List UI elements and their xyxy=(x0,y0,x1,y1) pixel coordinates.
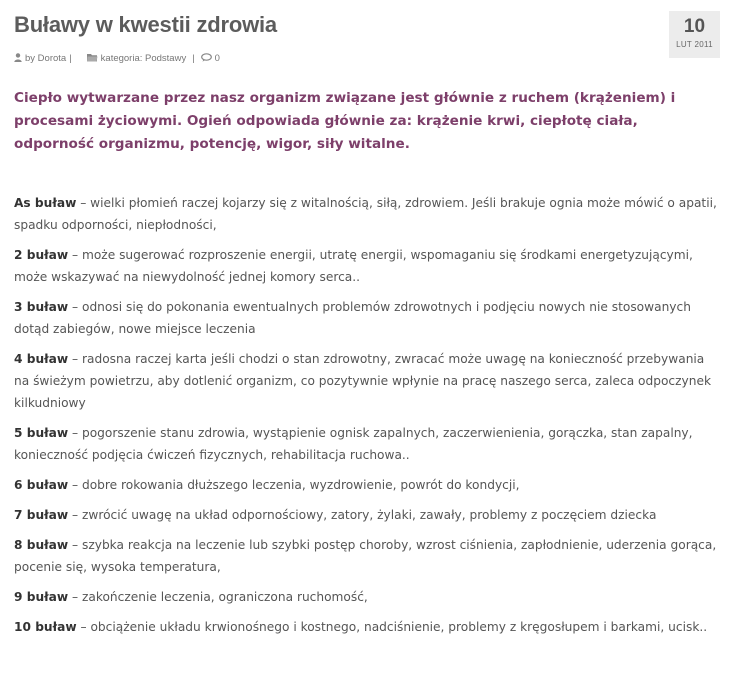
date-month: LUT 2011 xyxy=(676,40,713,49)
list-item xyxy=(14,616,720,638)
author-link[interactable]: by Dorota xyxy=(25,53,67,64)
card-name: 2 buław xyxy=(14,248,69,262)
card-name: 6 buław xyxy=(14,478,69,492)
card-description: – radosna raczej karta jeśli chodzi o stan zdrowotny, zwracać może uwagę na konieczność przebywania na świeżym powietrzu, aby dotlenić organizm, co pozytywnie wpłynie na pracę naszego serca, zaleca odpoczynek kilkudniowy xyxy=(14,352,712,410)
comments-count[interactable]: 0 xyxy=(214,53,220,64)
card-name: 4 buław xyxy=(14,352,69,366)
post-title[interactable]: Buławy w kwestii zdrowia xyxy=(14,12,277,37)
list-item xyxy=(14,534,720,578)
card-description: – zwrócić uwagę na układ odpornościowy, zatory, żylaki, zawały, problemy z poczęciem dziecka xyxy=(68,508,657,522)
category-link[interactable]: kategoria: Podstawy xyxy=(100,53,187,64)
list-item xyxy=(14,244,720,288)
card-description: – pogorszenie stanu zdrowia, wystąpienie ognisk zapalnych, zaczerwienienia, gorączka, stan zapalny, konieczność podjęcia ćwiczeń fizycznych, rehabilitacja ruchowa.. xyxy=(14,426,693,462)
card-description: – zakończenie leczenia, ograniczona ruchomość, xyxy=(68,590,368,604)
card-name: 9 buław xyxy=(14,590,69,604)
list-item xyxy=(14,348,720,414)
card-description: – obciążenie układu krwionośnego i kostnego, nadciśnienie, problemy z kręgosłupem i barkami, ucisk.. xyxy=(76,620,708,634)
card-name: 10 buław xyxy=(14,620,77,634)
lead-paragraph: Ciepło wytwarzane przez nasz organizm związane jest głównie z ruchem (krążeniem) i procesami życiowymi. Ogień odpowiada głównie za: krążenie krwi, ciepłotę ciała, odporność organizmu, potencję, wigor, siły witalne. xyxy=(14,90,676,152)
meta-separator: | xyxy=(69,53,72,64)
meta-separator: | xyxy=(192,53,195,64)
card-description: – dobre rokowania dłuższego leczenia, wyzdrowienie, powrót do kondycji, xyxy=(68,478,520,492)
card-description: – wielki płomień raczej kojarzy się z witalnością, siłą, zdrowiem. Jeśli brakuje ognia może mówić o apatii, spadku odporności, niepłodności, xyxy=(14,196,717,232)
post-meta xyxy=(14,53,220,64)
date-day: 10 xyxy=(683,16,706,37)
comment-icon xyxy=(201,53,212,64)
list-item xyxy=(14,586,720,608)
user-icon xyxy=(14,53,22,64)
card-meanings-list xyxy=(14,192,720,646)
list-item xyxy=(14,422,720,466)
list-item xyxy=(14,192,720,236)
card-name: 8 buław xyxy=(14,538,69,552)
card-name: 7 buław xyxy=(14,508,69,522)
card-name: 5 buław xyxy=(14,426,69,440)
date-badge xyxy=(669,11,720,58)
card-name: 3 buław xyxy=(14,300,69,314)
list-item xyxy=(14,504,720,526)
card-description: – szybka reakcja na leczenie lub szybki postęp choroby, wzrost ciśnienia, zapłodnienie, uderzenia gorąca, pocenie się, wysoka temperatura, xyxy=(14,538,717,574)
folder-icon xyxy=(87,53,98,64)
card-name: As buław xyxy=(14,196,77,210)
card-description: – odnosi się do pokonania ewentualnych problemów zdrowotnych i podjęciu nowych nie stosowanych dotąd zabiegów, nowe miejsce leczenia xyxy=(14,300,691,336)
list-item xyxy=(14,296,720,340)
card-description: – może sugerować rozproszenie energii, utratę energii, wspomaganiu się środkami energetyzującymi, może wskazywać na niewydolność jednej komory serca.. xyxy=(14,248,693,284)
list-item xyxy=(14,474,720,496)
